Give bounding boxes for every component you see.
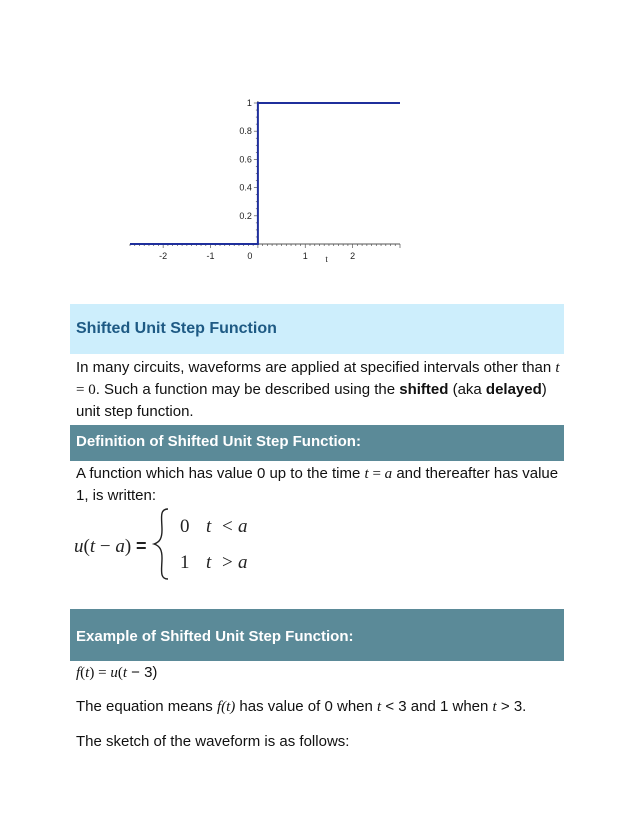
case1-op: < <box>222 516 233 537</box>
formula-minus: − <box>95 536 116 557</box>
example-paren-1: ( <box>80 665 86 681</box>
x-tick-label: -2 <box>159 251 168 261</box>
intro-eq: = 0 <box>76 382 96 398</box>
intro-text-1: In many circuits, waveforms are applied at specified intervals other than <box>76 359 556 376</box>
y-tick-label: 0.2 <box>239 210 252 221</box>
case2-t: t <box>206 552 212 573</box>
x-tick-label: -1 <box>206 251 215 261</box>
x-tick-label: 2 <box>350 251 356 261</box>
intro-bold-delayed: delayed <box>485 381 542 398</box>
y-tick-label: 0.4 <box>239 182 252 193</box>
case1-a: a <box>238 516 248 537</box>
intro-var-t: t <box>555 360 560 376</box>
definition-text-2: and thereafter has value 1, is written: <box>76 465 559 504</box>
svg-text:u(t − a) <box>74 536 131 557</box>
formula-t: t <box>89 536 96 557</box>
intro-text-4: ) unit step function. <box>76 381 547 420</box>
example-t2: t <box>122 665 127 681</box>
meaning-t1: t <box>377 699 382 715</box>
section-title: Shifted Unit Step Function <box>70 304 564 354</box>
intro-paragraph <box>76 357 566 423</box>
step-function-chart <box>120 92 410 274</box>
example-paren-3: ( <box>117 665 123 681</box>
intro-text-3: (aka <box>448 381 486 398</box>
formula-graphic <box>74 504 274 584</box>
definition-var-t: t <box>364 466 369 482</box>
formula-equals: = <box>136 536 147 556</box>
case2-op: > <box>222 552 233 573</box>
example-f: f <box>76 665 81 681</box>
formula-a: a <box>115 536 125 557</box>
formula-u: u <box>74 536 84 557</box>
formula-left-brace <box>154 509 168 579</box>
x-tick-label: 0 <box>247 251 253 261</box>
example-paren-2: ) = <box>89 665 111 681</box>
y-tick-label: 1 <box>246 98 252 108</box>
definition-paragraph <box>76 463 566 507</box>
meaning-t2: t <box>492 699 497 715</box>
meaning-ft: f(t) <box>216 699 236 715</box>
formula-paren-close: ) <box>124 536 132 557</box>
definition-text-1: A function which has value 0 up to the time <box>76 465 365 482</box>
definition-eq: = <box>368 466 385 482</box>
meaning-text-4: > 3. <box>496 698 527 715</box>
case1-value: 0 <box>180 516 190 537</box>
intro-bold-shifted: shifted <box>399 381 449 398</box>
definition-var-a: a <box>384 466 393 482</box>
example-t1: t <box>85 665 90 681</box>
case2-value: 1 <box>180 552 190 573</box>
case2-a: a <box>238 552 248 573</box>
step-function-plot <box>120 92 410 274</box>
meaning-text-3: < 3 and 1 when <box>381 698 493 715</box>
meaning-text-2: has value of 0 when <box>235 698 378 715</box>
formula-paren-open: ( <box>83 536 90 557</box>
intro-text-2: . Such a function may be described using the <box>95 381 400 398</box>
x-axis-label: t <box>325 254 328 264</box>
step-series-line <box>130 103 400 244</box>
y-tick-label: 0.8 <box>239 126 252 137</box>
y-tick-label: 0.6 <box>239 154 252 165</box>
example-rest: − 3) <box>126 664 158 681</box>
example-u: u <box>110 665 118 681</box>
definition-header: Definition of Shifted Unit Step Function: <box>70 425 564 461</box>
case1-t: t <box>206 516 212 537</box>
example-meaning <box>76 696 566 718</box>
x-tick-label: 1 <box>302 251 308 261</box>
sketch-intro: The sketch of the waveform is as follows: <box>76 733 350 750</box>
shifted-step-formula <box>74 504 274 584</box>
example-header: Example of Shifted Unit Step Function: <box>70 609 564 661</box>
meaning-text-1: The equation means <box>76 698 217 715</box>
example-equation <box>76 662 566 684</box>
